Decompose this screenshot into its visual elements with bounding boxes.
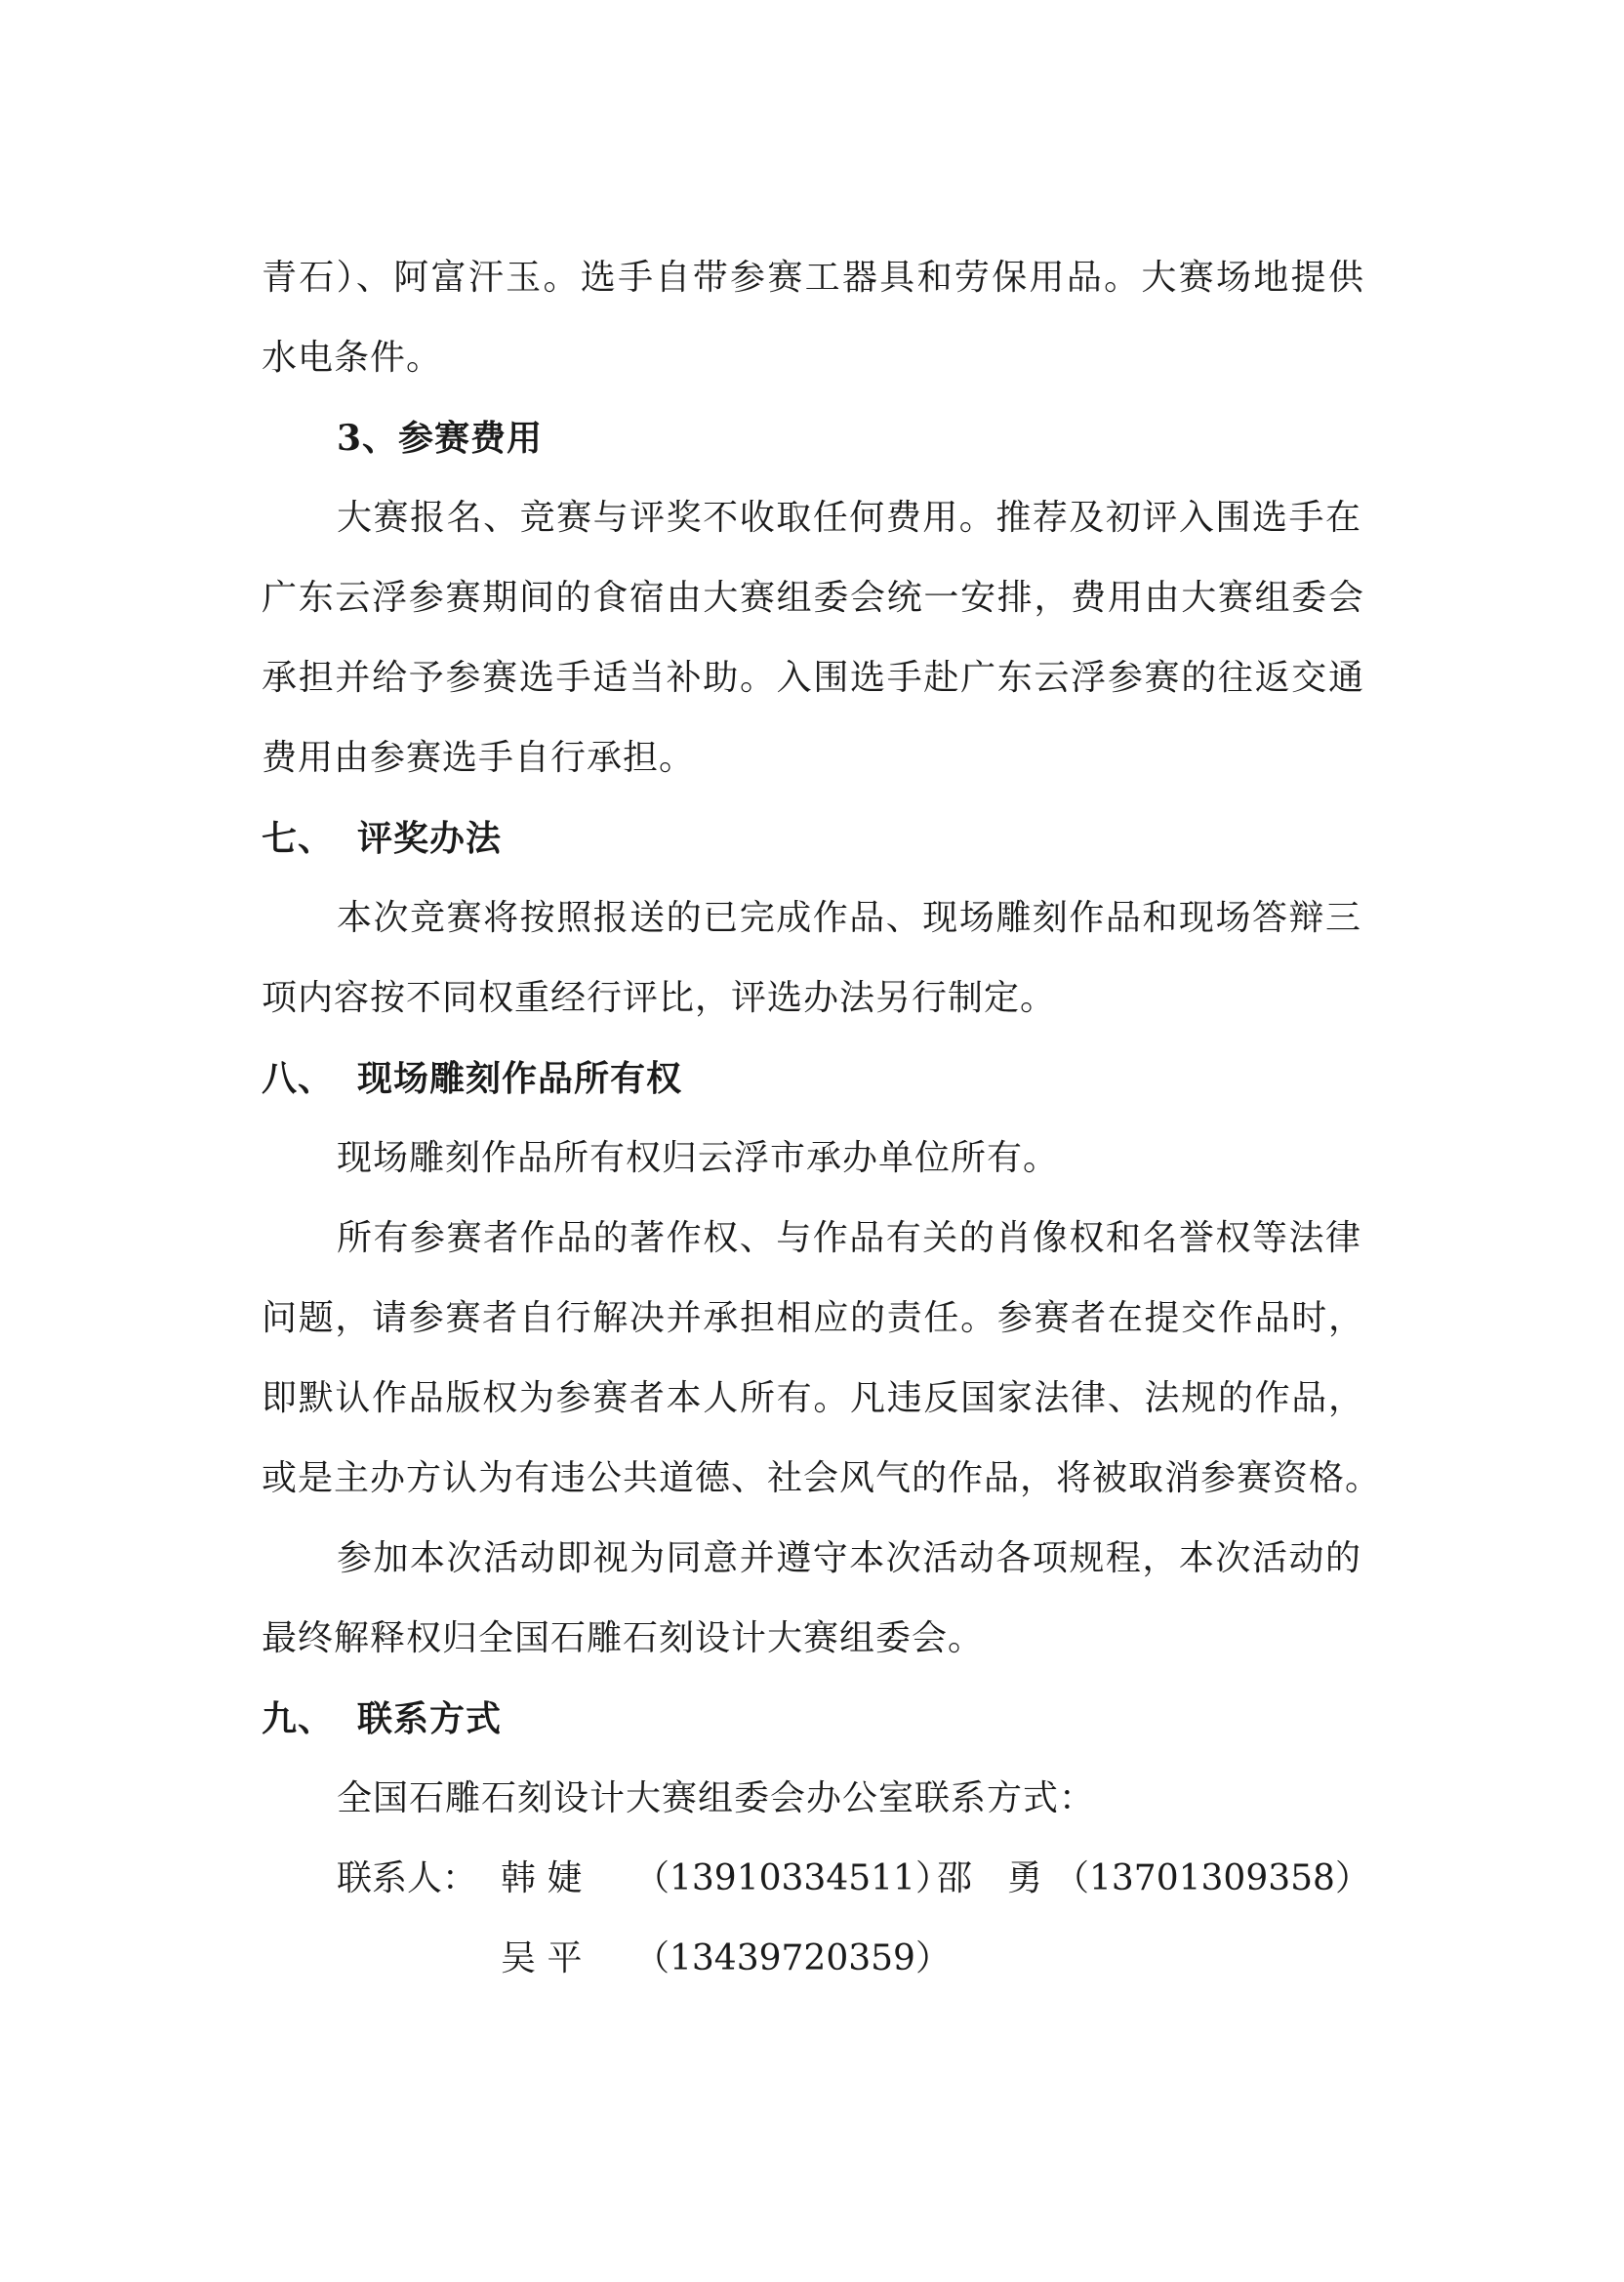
paragraph-line: 参加本次活动即视为同意并遵守本次活动各项规程，本次活动的 <box>337 1538 1361 1578</box>
paragraph-line: 大赛报名、竞赛与评奖不收取任何费用。推荐及初评入围选手在 <box>337 498 1361 538</box>
paragraph-line: 即默认作品版权为参赛者本人所有。凡违反国家法律、法规的作品， <box>262 1378 1364 1418</box>
paragraph-line: 最终解释权归全国石雕石刻设计大赛组委会。 <box>262 1618 985 1658</box>
contact-name: 吴 平 <box>501 1938 583 1978</box>
section-heading-3: 3、参赛费用 <box>337 418 544 459</box>
contact-name: 韩 婕 <box>501 1858 583 1898</box>
contact-phone: （13701309358） <box>1054 1858 1370 1898</box>
contact-row-1 <box>337 1857 1370 1900</box>
paragraph-line: 费用由参赛选手自行承担。 <box>262 738 696 778</box>
paragraph-line: 全国石雕石刻设计大赛组委会办公室联系方式： <box>337 1778 1096 1818</box>
section-heading-9 <box>262 1697 1364 1740</box>
heading-text: 联系方式 <box>357 1698 503 1739</box>
paragraph-line: 或是主办方认为有违公共道德、社会风气的作品，将被取消参赛资格。 <box>262 1458 1382 1498</box>
contact-row-2 <box>337 1937 1361 1980</box>
contact-name: 邵 勇 <box>937 1858 1043 1898</box>
section-heading-7 <box>262 817 1364 860</box>
paragraph-line: 本次竞赛将按照报送的已完成作品、现场雕刻作品和现场答辩三 <box>337 898 1361 938</box>
paragraph-line: 所有参赛者作品的著作权、与作品有关的肖像权和名誉权等法律 <box>337 1218 1361 1258</box>
heading-text: 评奖办法 <box>357 818 503 859</box>
heading-number: 八、 <box>262 1058 335 1099</box>
paragraph-line: 水电条件。 <box>262 338 443 378</box>
paragraph-line: 承担并给予参赛选手适当补助。入围选手赴广东云浮参赛的往返交通 <box>262 658 1364 698</box>
paragraph-line: 项内容按不同权重经行评比，评选办法另行制定。 <box>262 978 1057 1018</box>
section-heading-8 <box>262 1057 1364 1100</box>
heading-text: 现场雕刻作品所有权 <box>357 1058 683 1099</box>
contact-phone: （13910334511） <box>634 1858 951 1898</box>
paragraph-line: 问题，请参赛者自行解决并承担相应的责任。参赛者在提交作品时， <box>262 1298 1364 1338</box>
heading-number: 七、 <box>262 818 335 859</box>
paragraph-line: 青石）、阿富汗玉。选手自带参赛工器具和劳保用品。大赛场地提供 <box>262 258 1364 298</box>
heading-number: 九、 <box>262 1698 335 1739</box>
paragraph-line: 广东云浮参赛期间的食宿由大赛组委会统一安排，费用由大赛组委会 <box>262 578 1364 618</box>
paragraph-line: 现场雕刻作品所有权归云浮市承办单位所有。 <box>337 1138 1060 1178</box>
contact-label: 联系人： <box>337 1858 478 1898</box>
contact-phone: （13439720359） <box>634 1938 951 1978</box>
